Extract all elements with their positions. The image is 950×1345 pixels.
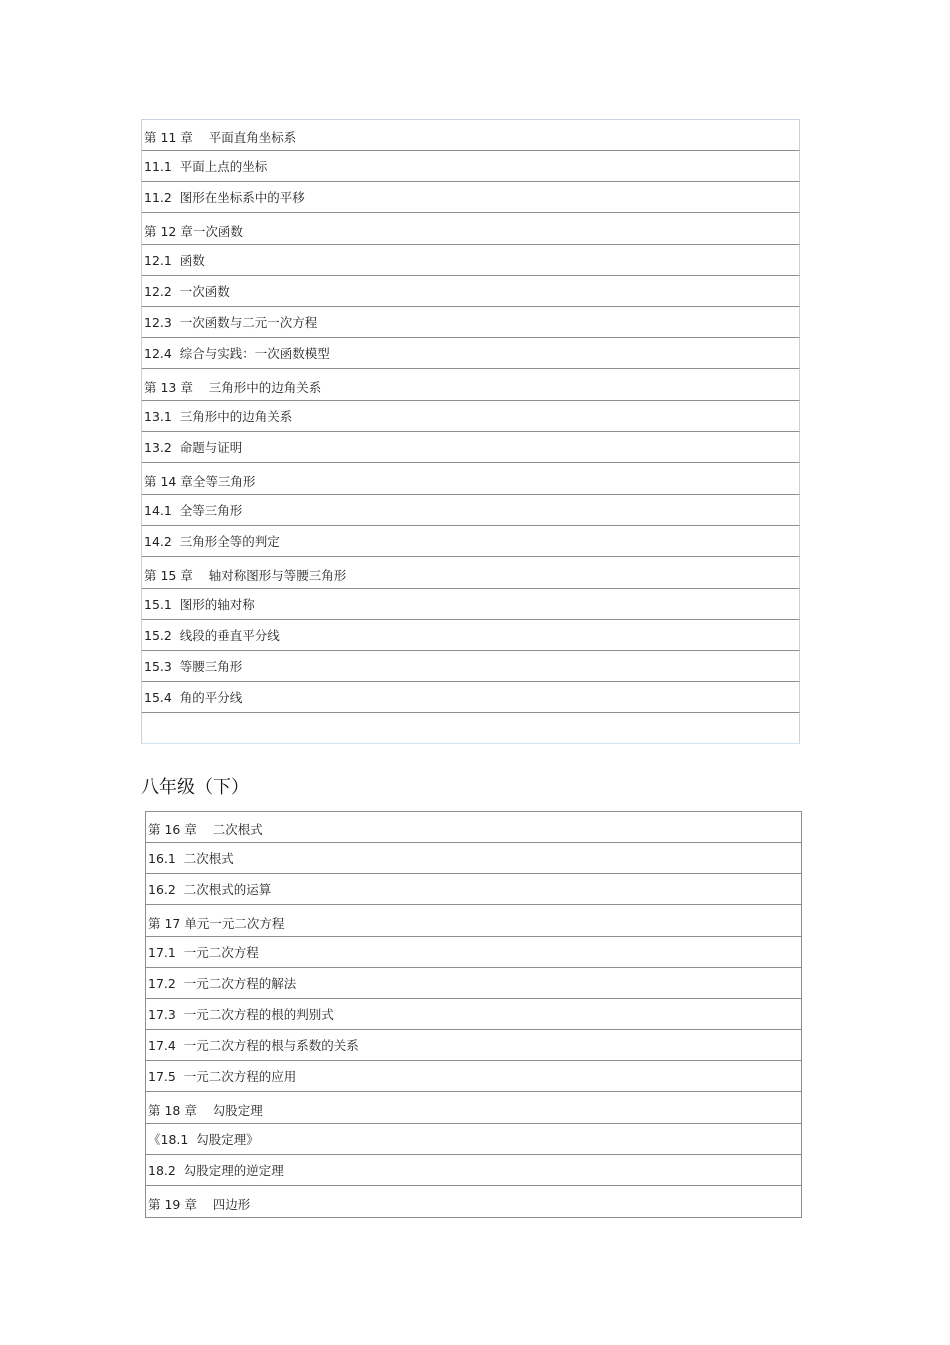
chapter-title-row: 第 15 章 轴对称图形与等腰三角形 <box>141 557 800 589</box>
section-row: 16.1 二次根式 <box>145 843 802 874</box>
section-row: 12.2 一次函数 <box>141 276 800 307</box>
section-row: 11.2 图形在坐标系中的平移 <box>141 182 800 213</box>
section-row: 16.2 二次根式的运算 <box>145 874 802 905</box>
empty-row <box>141 713 800 744</box>
section-row: 15.1 图形的轴对称 <box>141 589 800 620</box>
section-row: 17.2 一元二次方程的解法 <box>145 968 802 999</box>
section-row: 14.2 三角形全等的判定 <box>141 526 800 557</box>
section-row: 15.2 线段的垂直平分线 <box>141 620 800 651</box>
section-row: 13.2 命题与证明 <box>141 432 800 463</box>
grade8-lower-heading: 八年级（下） <box>141 777 249 798</box>
chapter-title-row: 第 19 章 四边形 <box>145 1186 802 1218</box>
chapter-title-row: 第 14 章全等三角形 <box>141 463 800 495</box>
section-row: 15.4 角的平分线 <box>141 682 800 713</box>
section-row: 17.4 一元二次方程的根与系数的关系 <box>145 1030 802 1061</box>
section-row: 18.2 勾股定理的逆定理 <box>145 1155 802 1186</box>
section-row: 14.1 全等三角形 <box>141 495 800 526</box>
grade8-lower-toc-table <box>145 811 802 1218</box>
section-row: 13.1 三角形中的边角关系 <box>141 401 800 432</box>
chapter-title-row: 第 11 章 平面直角坐标系 <box>141 119 800 151</box>
section-row: 12.1 函数 <box>141 245 800 276</box>
chapter-title-row: 第 18 章 勾股定理 <box>145 1092 802 1124</box>
chapter-title-row: 第 13 章 三角形中的边角关系 <box>141 369 800 401</box>
chapter-title-row: 第 17 单元一元二次方程 <box>145 905 802 937</box>
section-row: 11.1 平面上点的坐标 <box>141 151 800 182</box>
chapter-title-row: 第 16 章 二次根式 <box>145 811 802 843</box>
section-row: 15.3 等腰三角形 <box>141 651 800 682</box>
section-row: 17.3 一元二次方程的根的判别式 <box>145 999 802 1030</box>
section-row: 《18.1 勾股定理》 <box>145 1124 802 1155</box>
section-row: 17.1 一元二次方程 <box>145 937 802 968</box>
section-row: 17.5 一元二次方程的应用 <box>145 1061 802 1092</box>
chapter-title-row: 第 12 章一次函数 <box>141 213 800 245</box>
section-row: 12.3 一次函数与二元一次方程 <box>141 307 800 338</box>
grade8-upper-toc-table <box>141 119 800 744</box>
section-row: 12.4 综合与实践：一次函数模型 <box>141 338 800 369</box>
